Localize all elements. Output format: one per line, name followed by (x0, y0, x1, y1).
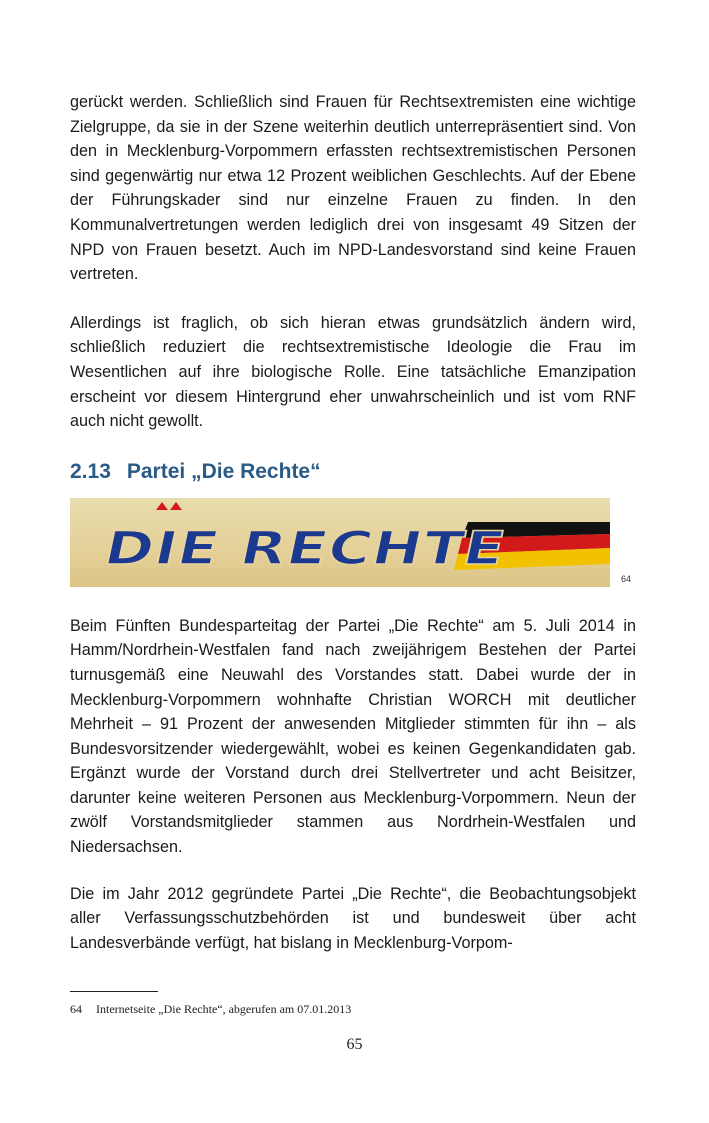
footnote (70, 1002, 351, 1017)
paragraph-4: Die im Jahr 2012 gegründete Partei „Die Rechte“, die Beobachtungsobjekt aller Verfassungsschutzbehörden ist und bundesweit über acht Landesverbände verfügt, hat bislang in Mecklenburg-Vorpom- (70, 884, 636, 952)
footnote-divider (70, 991, 158, 992)
footnote-reference: 64 (621, 573, 632, 584)
section-number: 2.13 (70, 459, 111, 483)
section-heading (70, 456, 636, 488)
footnote-number: 64 (70, 1002, 82, 1016)
party-logo-image (70, 498, 610, 587)
footnote-text: Internetseite „Die Rechte“, abgerufen am 07.01.2013 (96, 1002, 352, 1016)
paragraph-2: Allerdings ist fraglich, ob sich hieran etwas grundsätzlich ändern wird, schließlich reduziert die rechtsextremistische Ideologie die Frau im Wesentlichen auf ihre biologische Rolle. Eine tatsächliche Emanzipation erscheint vor diesem Hintergrund eher unwahrscheinlich und ist vom RNF auch nicht gewollt. (70, 313, 636, 431)
logo-arrow-1 (156, 502, 168, 510)
logo-text: DIE RECHTE (99, 521, 426, 575)
party-logo-graphic (70, 498, 610, 587)
page-content (70, 90, 636, 955)
page-number: 65 (346, 1036, 363, 1053)
paragraph-3: Beim Fünften Bundesparteitag der Partei „Die Rechte“ am 5. Juli 2014 in Hamm/Nordrhein-Westfalen fand nach zweijährigem Bestehen der Partei turnusgemäß eine Neuwahl des Vorstandes statt. Dabei wurde der in Mecklenburg-Vorpommern wohnhafte Christian WORCH mit deutlicher Mehrheit – 91 Prozent der anwesenden Mitglieder stimmten für ihn – als Bundesvorsitzender wiedergewählt, wobei es keinen Gegenkandidaten gab. Ergänzt wurde der Vorstand durch drei Stellvertreter und acht Beisitzer, darunter keine weiteren Personen aus Mecklenburg-Vorpommern. Neun der zwölf Vorstandsmitglieder stammen aus Nordrhein-Westfalen und Niedersachsen. (70, 616, 636, 857)
section-title: Partei „Die Rechte“ (126, 459, 321, 483)
logo-arrow-2 (170, 502, 182, 510)
paragraph-1: gerückt werden. Schließlich sind Frauen für Rechtsextremisten eine wichtige Zielgruppe, da sie in der Szene weiterhin deutlich unterrepräsentiert sind. Von den in Mecklenburg-Vorpommern erfassten rechtsextremistischen Personen sind gegenwärtig nur etwa 12 Prozent weiblichen Geschlechts. Auf der Ebene der Führungskader sind nur einzelne Frauen zu finden. In den Kommunalvertretungen werden lediglich drei von insgesamt 49 Sitzen der NPD von Frauen besetzt. Auch im NPD-Landesvorstand sind keine Frauen vertreten. (70, 93, 636, 284)
logo-figure (70, 498, 636, 592)
